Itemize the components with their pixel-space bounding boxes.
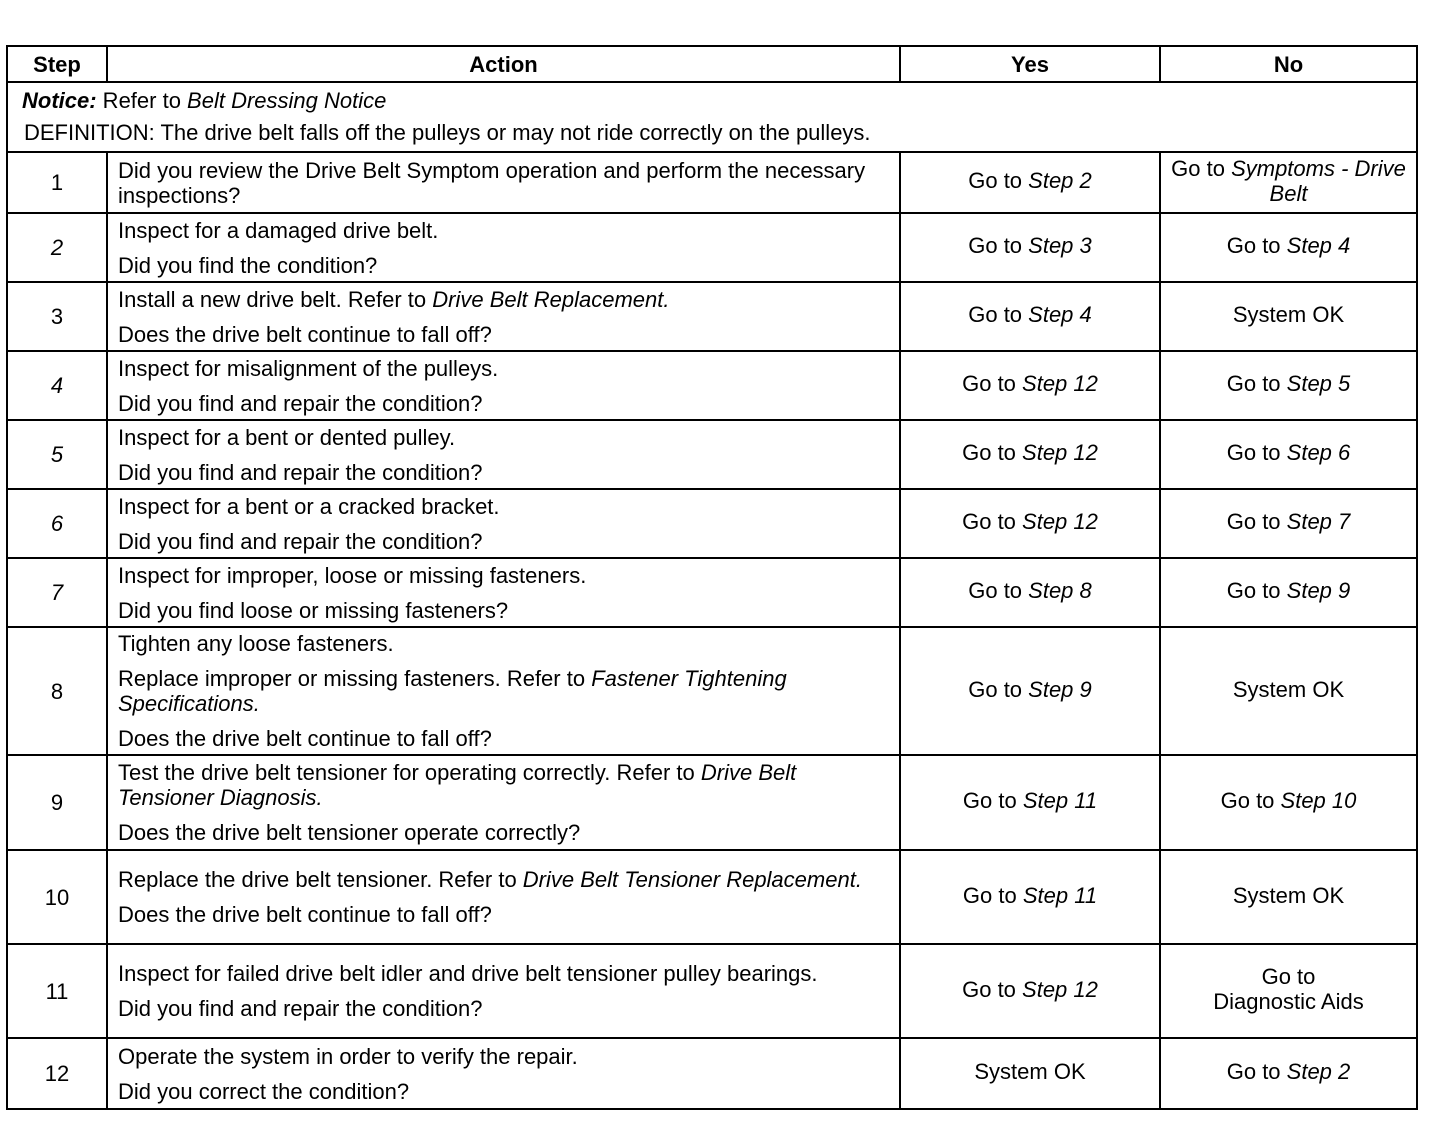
- table-row: [7, 944, 1417, 1038]
- table-row: [7, 558, 1417, 627]
- notice-cell: [7, 82, 1417, 152]
- action-text-prefix: Replace the drive belt tensioner. Refer to: [118, 867, 523, 892]
- no-text-line-2: Diagnostic Aids: [1213, 989, 1364, 1014]
- no-ref: Step 2: [1286, 1059, 1351, 1084]
- table-row: [7, 152, 1417, 213]
- table-row: [7, 489, 1417, 558]
- no-ref: Step 7: [1286, 509, 1351, 534]
- no-cell: [1160, 213, 1417, 282]
- step-number: 10: [7, 850, 107, 944]
- table-row: [7, 282, 1417, 351]
- action-question: Does the drive belt tensioner operate correctly?: [118, 820, 581, 845]
- no-text-line-1: Go to: [1261, 964, 1316, 989]
- step-number: 11: [7, 944, 107, 1038]
- no-prefix: Go to: [1226, 233, 1287, 258]
- table-row: [7, 420, 1417, 489]
- no-cell: [1160, 351, 1417, 420]
- yes-prefix: Go to: [962, 509, 1023, 534]
- no-ref: Symptoms - Drive Belt: [1231, 155, 1406, 206]
- yes-step-ref: Step 12: [1022, 976, 1098, 1002]
- no-cell: [1160, 489, 1417, 558]
- action-cell: [107, 489, 900, 558]
- no-cell: [1160, 755, 1417, 850]
- no-cell: [1160, 850, 1417, 944]
- action-question: Did you find and repair the condition?: [118, 459, 483, 485]
- step-number: 1: [7, 152, 107, 213]
- step-number: 7: [7, 558, 107, 627]
- no-cell: [1160, 282, 1417, 351]
- action-cell: [107, 944, 900, 1038]
- no-cell: [1160, 1038, 1417, 1109]
- yes-text: System OK: [974, 1059, 1086, 1084]
- no-prefix: Go to: [1226, 1059, 1287, 1084]
- action-cell: [107, 420, 900, 489]
- action-text: [118, 757, 889, 813]
- action-ref: Fastener Tightening Specifications.: [118, 666, 787, 716]
- action-text: [118, 864, 889, 895]
- action-question: Did you find and repair the condition?: [118, 528, 483, 554]
- no-cell: [1160, 944, 1417, 1038]
- step-number: 12: [7, 1038, 107, 1109]
- no-prefix: Go to: [1226, 371, 1287, 396]
- step-number: 8: [7, 627, 107, 755]
- yes-prefix: Go to: [968, 168, 1029, 193]
- header-action: Action: [107, 46, 900, 82]
- yes-prefix: Go to: [962, 371, 1023, 396]
- action-text-prefix: Replace improper or missing fasteners. Refer to: [118, 666, 592, 691]
- action-text: Operate the system in order to verify the repair.: [118, 1043, 578, 1069]
- yes-step-ref: Step 12: [1022, 371, 1098, 396]
- action-text: Inspect for a bent or dented pulley.: [118, 424, 456, 450]
- action-question: Does the drive belt continue to fall off?: [118, 321, 492, 347]
- no-text: System OK: [1232, 882, 1345, 908]
- action-text: Did you review the Drive Belt Symptom operation and perform the necessary inspections?: [118, 157, 866, 208]
- yes-prefix: Go to: [968, 676, 1029, 702]
- notice-refer-text: Refer to: [96, 88, 188, 113]
- yes-prefix: Go to: [962, 440, 1023, 465]
- yes-cell: [900, 152, 1160, 213]
- yes-cell: [900, 850, 1160, 944]
- no-text: System OK: [1232, 676, 1345, 702]
- yes-prefix: Go to: [962, 976, 1023, 1002]
- step-number: 2: [7, 213, 107, 282]
- step-number: 4: [7, 351, 107, 420]
- yes-step-ref: Step 2: [1028, 168, 1092, 193]
- no-ref: Step 10: [1280, 788, 1357, 813]
- yes-step-ref: Step 4: [1028, 302, 1092, 327]
- step-number: 5: [7, 420, 107, 489]
- yes-cell: [900, 213, 1160, 282]
- yes-step-ref: Step 11: [1022, 788, 1098, 813]
- action-cell: [107, 213, 900, 282]
- action-text: Inspect for failed drive belt idler and drive belt tensioner pulley bearings.: [118, 961, 818, 986]
- action-cell: [107, 1038, 900, 1109]
- no-prefix: Go to: [1171, 155, 1232, 181]
- no-ref: Step 6: [1286, 440, 1351, 465]
- no-prefix: Go to: [1226, 440, 1287, 465]
- action-text-prefix: Test the drive belt tensioner for operating correctly. Refer to: [118, 760, 701, 785]
- action-text: [118, 663, 889, 719]
- yes-prefix: Go to: [962, 788, 1023, 813]
- yes-step-ref: Step 12: [1022, 440, 1098, 465]
- no-prefix: Go to: [1226, 509, 1287, 534]
- action-question: Does the drive belt continue to fall off?: [118, 902, 492, 927]
- action-ref: Drive Belt Tensioner Diagnosis.: [118, 760, 797, 810]
- action-text-prefix: Install a new drive belt. Refer to: [118, 286, 433, 312]
- action-question: Did you correct the condition?: [118, 1078, 410, 1104]
- step-number: 6: [7, 489, 107, 558]
- header-no: No: [1160, 46, 1417, 82]
- yes-cell: [900, 558, 1160, 627]
- yes-step-ref: Step 11: [1022, 882, 1098, 908]
- notice-label: Notice:: [22, 88, 97, 113]
- action-question: Did you find loose or missing fasteners?: [118, 597, 509, 623]
- no-cell: [1160, 420, 1417, 489]
- no-prefix: Go to: [1226, 578, 1287, 603]
- header-row: [7, 46, 1417, 82]
- table-row: [7, 351, 1417, 420]
- yes-cell: [900, 282, 1160, 351]
- diagnostic-table: [6, 45, 1418, 1110]
- table-row: [7, 755, 1417, 850]
- no-cell: [1160, 152, 1417, 213]
- no-ref: Step 5: [1286, 371, 1351, 396]
- notice-refer-link: Belt Dressing Notice: [187, 88, 387, 113]
- yes-step-ref: Step 8: [1028, 578, 1092, 603]
- yes-cell: [900, 420, 1160, 489]
- no-text: System OK: [1232, 302, 1345, 327]
- table-row: [7, 1038, 1417, 1109]
- notice-line: [22, 85, 1402, 117]
- table-row: [7, 627, 1417, 755]
- action-question: Did you find and repair the condition?: [118, 996, 483, 1021]
- yes-prefix: Go to: [968, 233, 1029, 258]
- no-ref: Step 4: [1286, 233, 1351, 258]
- action-text: Inspect for a bent or a cracked bracket.: [118, 493, 500, 519]
- action-cell: [107, 152, 900, 213]
- action-ref: Drive Belt Replacement.: [432, 286, 670, 312]
- header-step: Step: [7, 46, 107, 82]
- definition-text: DEFINITION: The drive belt falls off the pulleys or may not ride correctly on the pulleys.: [24, 120, 871, 145]
- action-cell: [107, 558, 900, 627]
- action-question: Does the drive belt continue to fall off?: [118, 726, 492, 751]
- step-number: 3: [7, 282, 107, 351]
- action-cell: [107, 755, 900, 850]
- yes-prefix: Go to: [968, 302, 1029, 327]
- notice-row: [7, 82, 1417, 152]
- no-prefix: Go to: [1220, 788, 1281, 813]
- table-row: [7, 213, 1417, 282]
- action-ref: Drive Belt Tensioner Replacement.: [522, 867, 862, 892]
- table-row: [7, 850, 1417, 944]
- action-cell: [107, 850, 900, 944]
- yes-prefix: Go to: [962, 882, 1023, 908]
- yes-cell: [900, 1038, 1160, 1109]
- yes-step-ref: Step 9: [1028, 676, 1092, 702]
- no-ref: Step 9: [1286, 578, 1351, 603]
- action-text: Inspect for a damaged drive belt.: [118, 217, 439, 243]
- action-text: [118, 284, 889, 315]
- action-text: Tighten any loose fasteners.: [118, 631, 394, 656]
- action-question: Did you find the condition?: [118, 252, 378, 278]
- action-question: Did you find and repair the condition?: [118, 390, 483, 416]
- step-number: 9: [7, 755, 107, 850]
- yes-step-ref: Step 3: [1028, 233, 1092, 258]
- yes-step-ref: Step 12: [1022, 509, 1098, 534]
- yes-cell: [900, 627, 1160, 755]
- header-yes: Yes: [900, 46, 1160, 82]
- action-text: Inspect for misalignment of the pulleys.: [118, 355, 499, 381]
- yes-cell: [900, 944, 1160, 1038]
- action-cell: [107, 627, 900, 755]
- yes-cell: [900, 755, 1160, 850]
- yes-cell: [900, 351, 1160, 420]
- yes-cell: [900, 489, 1160, 558]
- action-text: Inspect for improper, loose or missing fasteners.: [118, 562, 587, 588]
- action-cell: [107, 282, 900, 351]
- no-cell: [1160, 558, 1417, 627]
- no-cell: [1160, 627, 1417, 755]
- yes-prefix: Go to: [968, 578, 1029, 603]
- action-cell: [107, 351, 900, 420]
